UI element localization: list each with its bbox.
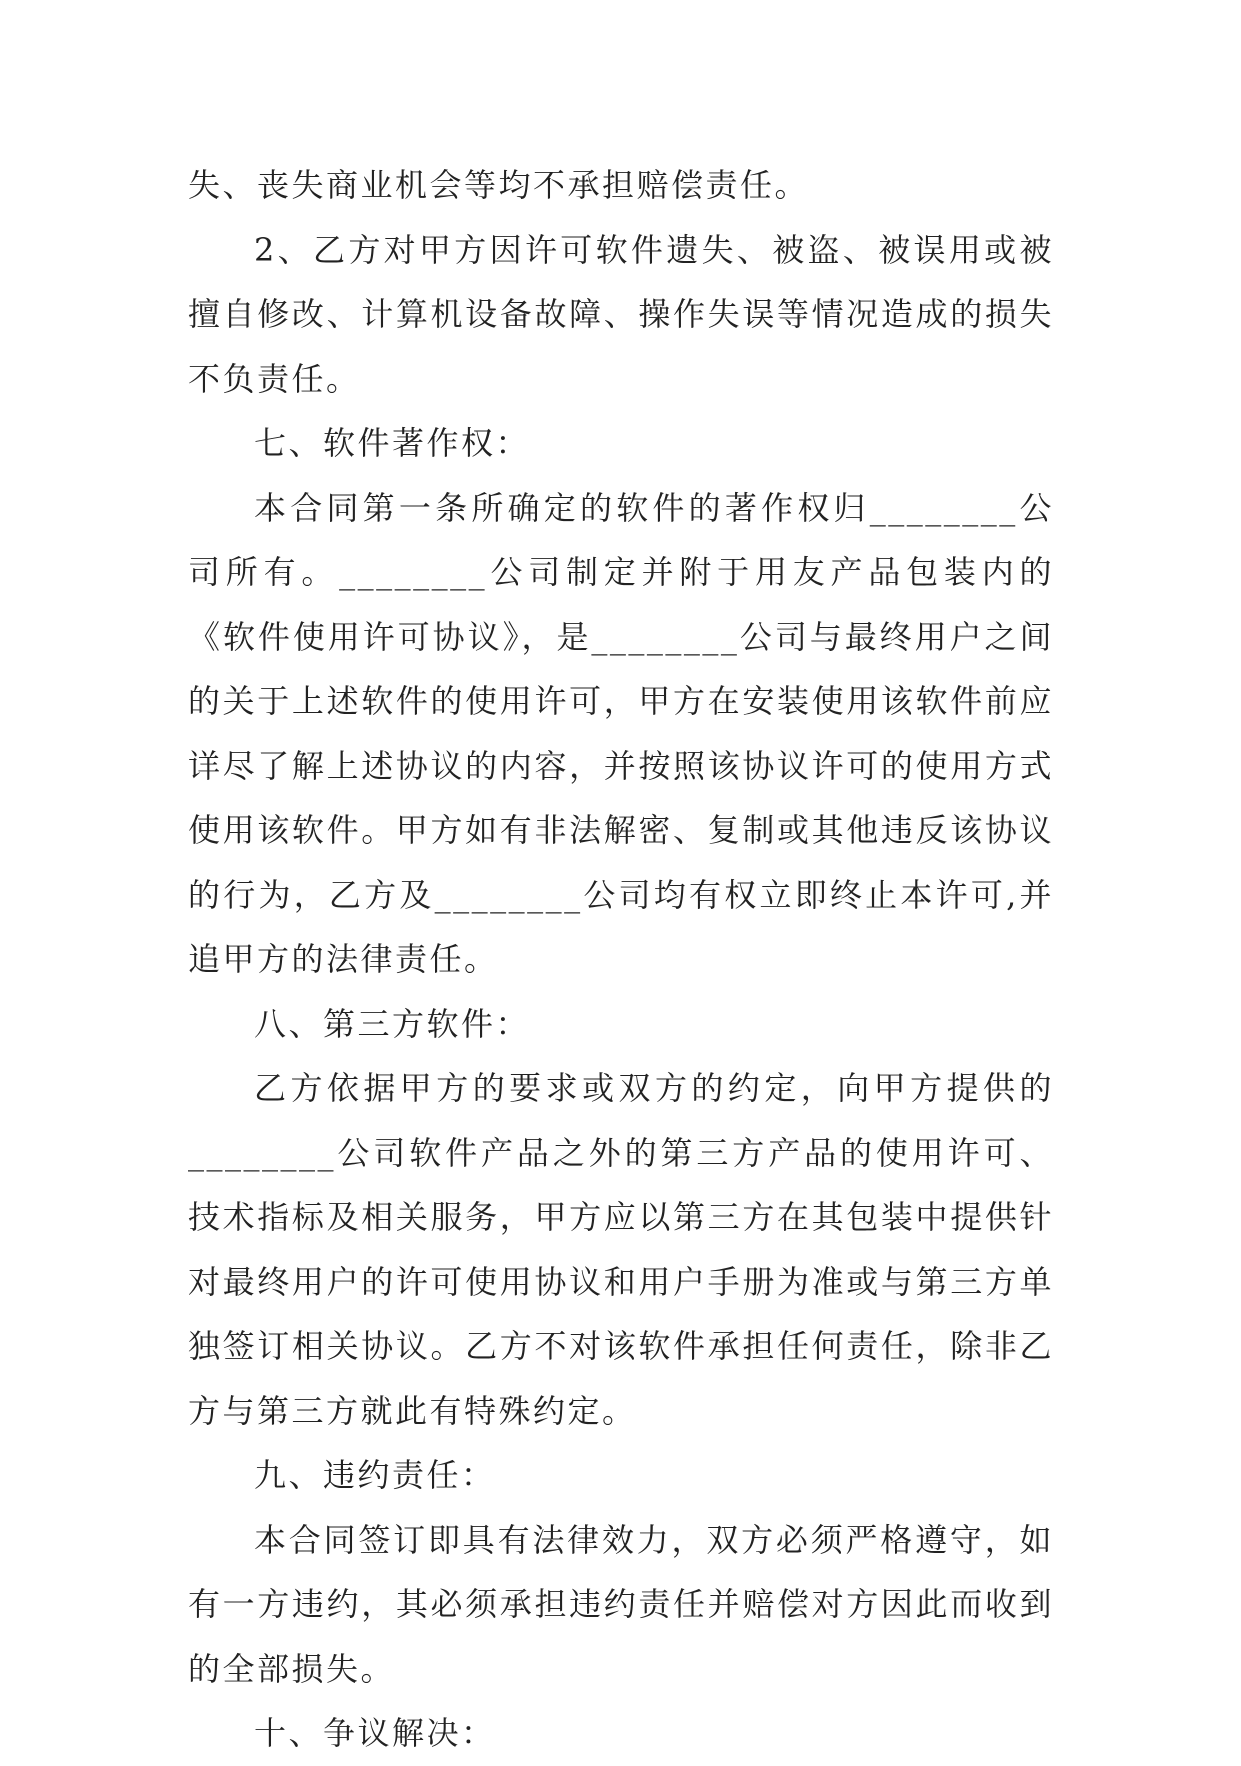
section-heading-7: 七、软件著作权： xyxy=(254,424,531,462)
document-body xyxy=(188,153,1054,1766)
paragraph-clause-2: 2、乙方对甲方因许可软件遗失、被盗、被误用或被擅自修改、计算机设备故障、操作失误等情况造成的损失不负责任。 xyxy=(188,230,1054,398)
paragraph-third-party: 乙方依据甲方的要求或双方的约定，向甲方提供的________公司软件产品之外的第三方产品的使用许可、技术指标及相关服务，甲方应以第三方在其包装中提供针对最终用户的许可使用协议和用户手册为准或与第三方单独签订相关协议。乙方不对该软件承担任何责任，除非乙方与第三方就此有特殊约定。 xyxy=(188,1069,1054,1430)
paragraph-copyright: 本合同第一条所确定的软件的著作权归________公司所有。________公司制定并附于用友产品包装内的《软件使用许可协议》，是________公司与最终用户之间的关于上述软件的使用许可，甲方在安装使用该软件前应详尽了解上述协议的内容，并按照该协议许可的使用方式使用该软件。甲方如有非法解密、复制或其他违反该协议的行为，乙方及________公司均有权立即终止本许可,并追甲方的法律责任。 xyxy=(188,488,1054,978)
paragraph-continuation: 失、丧失商业机会等均不承担赔偿责任。 xyxy=(188,166,810,204)
paragraph-breach: 本合同签订即具有法律效力，双方必须严格遵守，如有一方违约，其必须承担违约责任并赔偿对方因此而收到的全部损失。 xyxy=(188,1520,1054,1688)
section-heading-9: 九、违约责任： xyxy=(254,1456,496,1494)
section-heading-8: 八、第三方软件： xyxy=(254,1004,531,1043)
section-heading-10: 十、争议解决： xyxy=(254,1714,496,1752)
